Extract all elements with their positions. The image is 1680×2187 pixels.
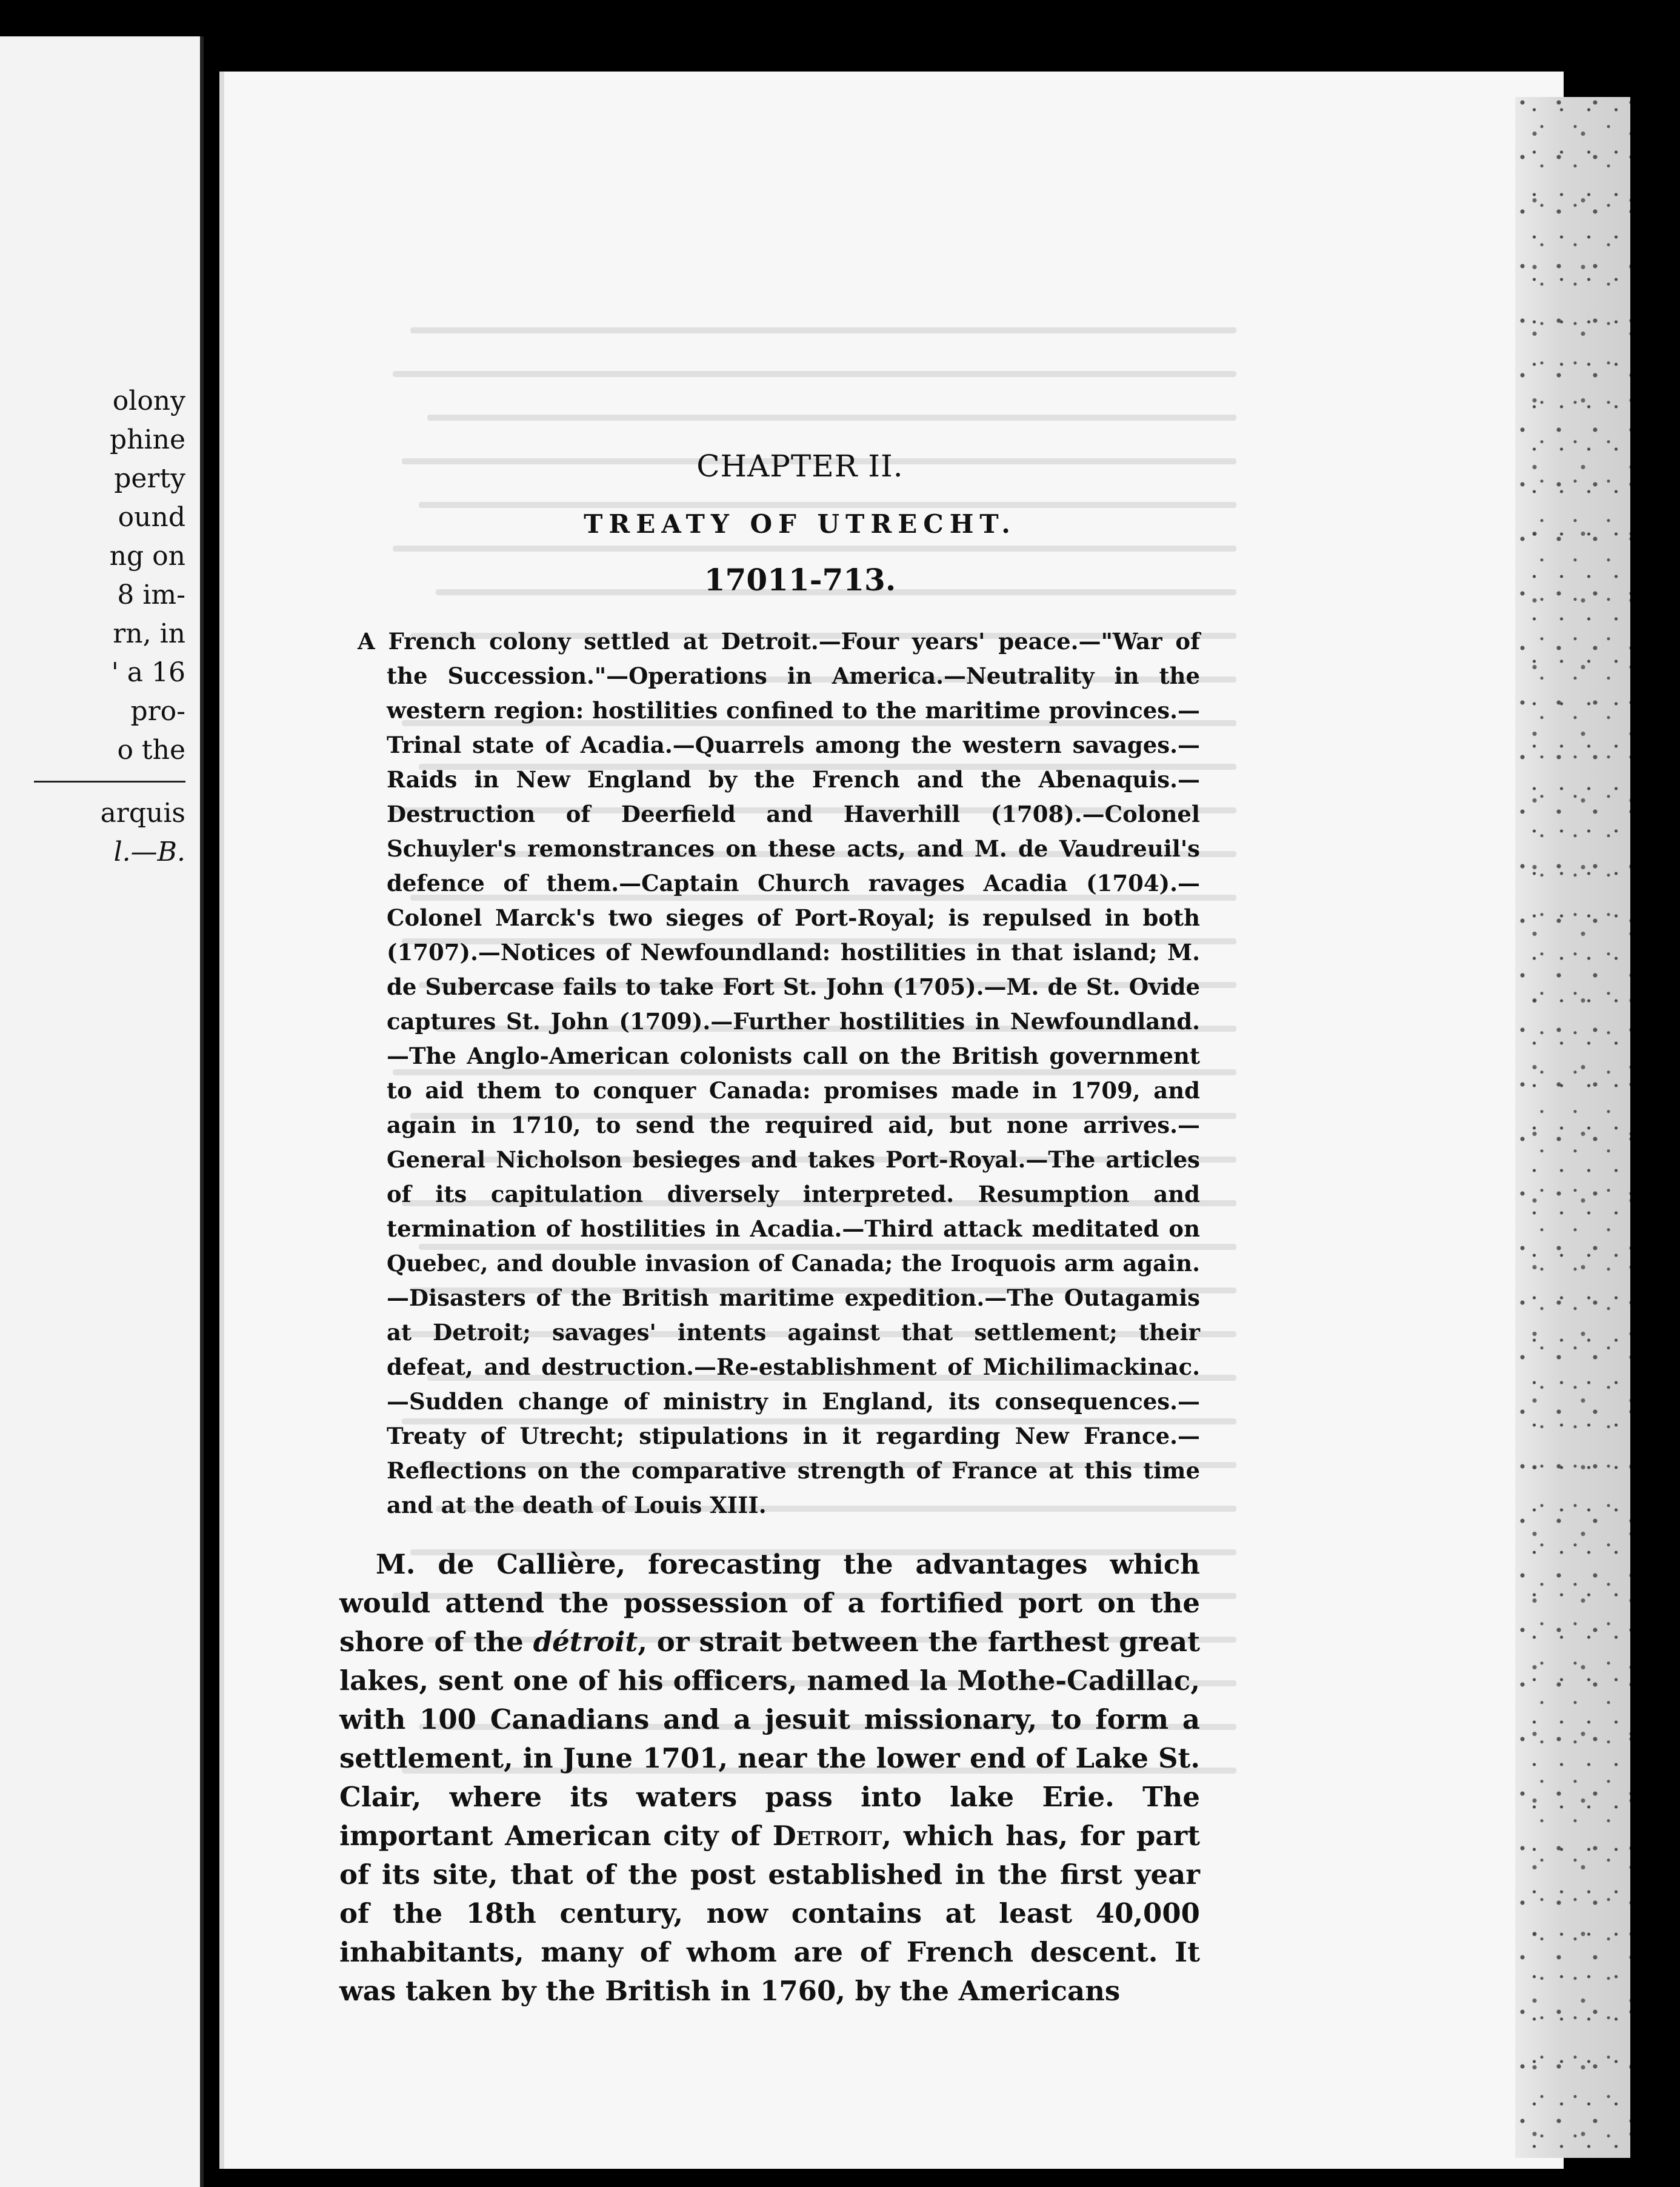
footnote-rule — [34, 781, 185, 783]
fragment-line: o the — [117, 735, 185, 766]
chapter-summary: A French colony settled at Detroit.—Four years' peace.—"War of the Succession."—Operations in America.—Neutrality in the western region: hostilities confined to the maritime provinces.—Trinal state of Acadia.—Quarrels among the western savages.—Raids in New England by the French and the Abenaquis.—Destruction of Deerfield and Haverhill (1708).—Colonel Schuyler's remonstrances on these acts, and M. de Vaudreuil's defence of them.—Captain Church ravages Acadia (1704).—Colonel Marck's two sieges of Port-Royal; is repulsed in both (1707).—Notices of Newfoundland: hostilities in that island; M. de Subercase fails to take Fort St. John (1705).—M. de St. Ovide captures St. John (1709).—Further hostilities in Newfoundland.—The Anglo-American colonists call on the British government to aid them to conquer Canada: promises made in 1709, and again in 1710, to send the required aid, but none arrives.—General Nicholson besieges and takes Port-Royal.—The articles of its capitulation diversely interpreted. Resumption and termination of hostilities in Acadia.—Third attack meditated on Quebec, and double invasion of Canada; the Iroquois arm again.—Disasters of the British maritime expedition.—The Outagamis at Detroit; savages' intents against that settlement; their defeat, and destruction.—Re-establishment of Michilimackinac.—Sudden change of ministry in England, its consequences.—Treaty of Utrecht; stipulations in it regarding New France.—Reflections on the comparative strength of France at this time and at the death of Louis XIII. — [358, 628, 1200, 1518]
fragment-line: ng on — [109, 541, 185, 572]
page-edges-speckled — [1515, 97, 1630, 2158]
previous-page-text-fragments — [0, 382, 194, 872]
body-text-part: , or strait between the farthest great lakes, sent one of his officers, named la Mothe-Cadillac, with 100 Canadians and a jesuit missionary, to form a settlement, in June 1701, near the lower end of Lake St. Clair, where its waters pass into lake Erie. The important American city of — [339, 1626, 1200, 1852]
fragment-line: perty — [114, 463, 185, 494]
previous-page-edge — [0, 36, 204, 2187]
body-paragraph — [339, 1545, 1200, 2011]
body-text-part: M. de Callière, forecasting the advantages which would attend the possession of a fortified port on the shore of the — [339, 1548, 1200, 1658]
fragment-line: rn, in — [113, 618, 185, 649]
footnote-fragment: arquis — [100, 798, 185, 829]
smallcaps-term: Detroit — [772, 1820, 882, 1852]
fragment-line: phine — [110, 424, 185, 455]
italic-term: détroit — [533, 1626, 638, 1658]
fragment-line: olony — [112, 386, 185, 416]
fragment-line: pro- — [130, 696, 185, 727]
fragment-line: ound — [118, 502, 185, 533]
chapter-years: 17011-713. — [704, 562, 896, 598]
body-text-part: , which has, for part of its site, that of the post established in the first year of the 18th century, now contains at least 40,000 inhabitants, many of whom are of French descent. It was taken by the British in 1760, by the Americans — [339, 1820, 1200, 2007]
fragment-line: 8 im- — [117, 579, 185, 610]
footnote-fragment: l.—B. — [113, 836, 185, 867]
page-text-column — [339, 449, 1200, 2038]
fragment-line: ' a 16 — [111, 657, 185, 688]
chapter-heading: CHAPTER II. — [696, 449, 904, 484]
chapter-title: TREATY OF UTRECHT. — [584, 509, 1016, 539]
